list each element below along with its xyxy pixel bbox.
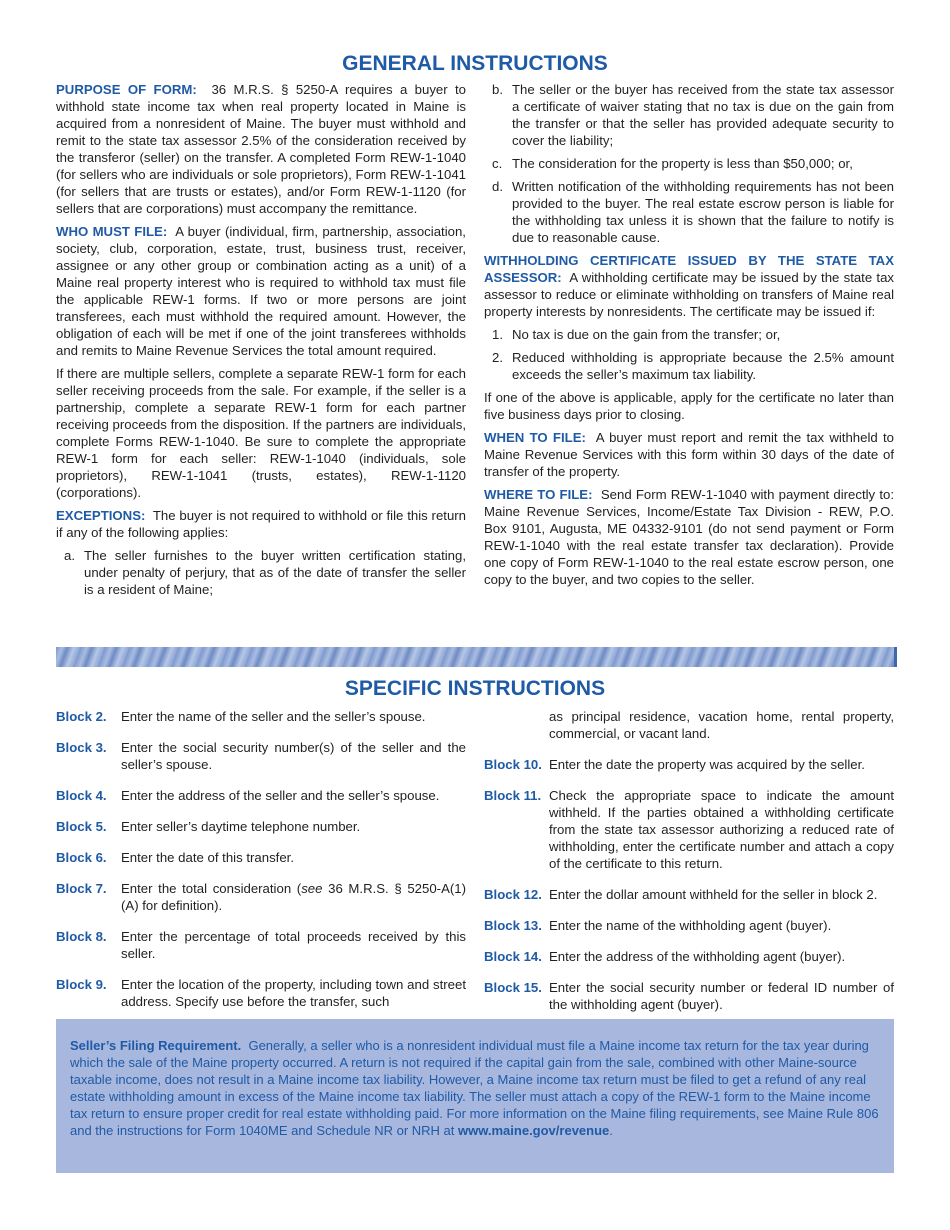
block-instruction bbox=[484, 917, 894, 934]
list-marker: a. bbox=[64, 548, 75, 563]
where-to-file-paragraph bbox=[484, 486, 894, 588]
list-item bbox=[56, 547, 466, 598]
note-text: Generally, a seller who is a nonresident individual must file a Maine income tax return for the tax year during which the sale of the Maine property occurred. A return is not required if the capital gain from the sale, combined with other Maine-source taxable income, does not result in a Maine income tax liability. However, a Maine income tax return must be filed to get a refund of any real estate withholding amount in excess of the Maine income tax liability. The seller must attach a copy of the REW-1 form to the Maine income tax return to ensure proper credit for real estate withholding paid. For more information on the Maine filing requirements, see Maine Rule 806 and the instructions for Form 1040ME and Schedule NR or NRH at bbox=[70, 1038, 879, 1138]
block-label: Block 9. bbox=[56, 977, 107, 992]
exceptions-label: EXCEPTIONS: bbox=[56, 508, 146, 523]
note-label: Seller’s Filing Requirement. bbox=[70, 1038, 242, 1053]
section-divider bbox=[56, 647, 897, 667]
block-text: Enter the name of the withholding agent (buyer). bbox=[549, 918, 832, 933]
block-text: Enter the date of this transfer. bbox=[121, 850, 295, 865]
block-instruction bbox=[484, 886, 894, 903]
purpose-text: 36 M.R.S. § 5250-A requires a buyer to withhold state income tax when real property located in Maine is acquired from a nonresident of Maine. The buyer must withhold and remit to the state tax assessor 2.5% of the consideration received by the transferor (seller) on the transfer. A completed Form REW-1-1040 (for sellers who are individuals or sole proprietors), Form REW-1-1041 (for sellers that are trusts or estates), and/or Form REW-1-1120 (for sellers that are corporations) must accompany the remittance. bbox=[56, 82, 467, 216]
general-left-column bbox=[56, 81, 466, 604]
block-label: Block 4. bbox=[56, 788, 107, 803]
block-instruction bbox=[56, 849, 466, 866]
block-instruction bbox=[484, 787, 894, 872]
block-label: Block 12. bbox=[484, 887, 542, 902]
general-right-column bbox=[484, 81, 894, 594]
list-item-text: The consideration for the property is less than $50,000; or, bbox=[512, 156, 853, 171]
multiple-sellers-paragraph: If there are multiple sellers, complete a separate REW-1 form for each seller receiving proceeds from the sale. For example, if the seller is a partnership, complete a separate REW-1 form for each partner receiving proceeds from the disposition. If the partners are individuals, complete Forms REW-1-1040. Be sure to complete the appropriate REW-1 form for each seller: REW-1-1040 (individuals, sole proprietors), REW-1-1041 (trusts, estates), REW-1-1120 (corporations). bbox=[56, 366, 466, 500]
block-label: Block 7. bbox=[56, 881, 107, 896]
when-to-file-paragraph bbox=[484, 429, 894, 480]
exceptions-text: The buyer is not required to withhold or file this return if any of the following applies: bbox=[56, 508, 466, 540]
block-instruction bbox=[484, 756, 894, 773]
block-instruction bbox=[56, 976, 466, 1010]
where-to-file-label: WHERE TO FILE: bbox=[484, 487, 593, 502]
block-9-continued bbox=[484, 708, 894, 742]
block-label: Block 10. bbox=[484, 757, 542, 772]
block-instruction bbox=[56, 787, 466, 804]
block-text: Enter the address of the withholding agent (buyer). bbox=[549, 949, 846, 964]
block-text: Enter seller’s daytime telephone number. bbox=[121, 819, 361, 834]
list-item-text: The seller or the buyer has received from the state tax assessor a certificate of waiver stating that no tax is due on the gain from the transfer or that the seller has provided adequate security to cover the liability; bbox=[512, 82, 894, 148]
block-text: Enter the date the property was acquired by the seller. bbox=[549, 757, 865, 772]
block-instruction bbox=[484, 979, 894, 1013]
block-label: Block 15. bbox=[484, 980, 542, 995]
certificate-text: A withholding certificate may be issued by the state tax assessor to reduce or eliminate withholding on transfers of Maine real property interests by nonresidents. The certificate may be issued if: bbox=[484, 270, 894, 319]
list-item bbox=[484, 155, 894, 172]
list-marker: 1. bbox=[492, 327, 503, 342]
exceptions-list bbox=[56, 547, 466, 598]
block-text: Enter the percentage of total proceeds received by this seller. bbox=[121, 929, 466, 961]
block-label: Block 8. bbox=[56, 929, 107, 944]
list-item-text: Reduced withholding is appropriate because the 2.5% amount exceeds the seller’s maximum tax liability. bbox=[512, 350, 894, 382]
block-instruction bbox=[484, 948, 894, 965]
list-marker: b. bbox=[492, 82, 503, 97]
block-instruction bbox=[56, 818, 466, 835]
when-to-file-label: WHEN TO FILE: bbox=[484, 430, 586, 445]
block-text: Enter the social security number(s) of the seller and the seller’s spouse. bbox=[121, 740, 466, 772]
block-text: Enter the name of the seller and the seller’s spouse. bbox=[121, 709, 426, 724]
block-instruction-7 bbox=[56, 880, 466, 914]
apply-paragraph: If one of the above is applicable, apply for the certificate no later than five business days prior to closing. bbox=[484, 390, 894, 422]
revenue-website-link[interactable]: www.maine.gov/revenue bbox=[458, 1123, 610, 1138]
block-label: Block 13. bbox=[484, 918, 542, 933]
list-item bbox=[484, 326, 894, 343]
block-text: Enter the address of the seller and the seller’s spouse. bbox=[121, 788, 440, 803]
note-end: . bbox=[609, 1123, 613, 1138]
block-text-part: Enter the total consideration ( bbox=[121, 881, 302, 896]
exceptions-paragraph bbox=[56, 507, 466, 541]
when-to-file-text: A buyer must report and remit the tax withheld to Maine Revenue Services with this form within 30 days of the date of transfer of the property. bbox=[484, 430, 894, 479]
block-text bbox=[121, 881, 466, 913]
block-label: Block 5. bbox=[56, 819, 107, 834]
who-must-file-text: A buyer (individual, firm, partnership, association, society, club, corporation, estate, trust, business trust, receiver, assignee or any other group or combination acting as a unit) of a Maine real property interest who is required to withhold tax must file the applicable REW-1 forms. If two or more persons are joint transferees, each must withhold the required amount. However, the obligation of each will be met if one of the joint transferees withholds and remits to Maine Revenue Services the total amount required. bbox=[56, 224, 466, 358]
list-item-text: The seller furnishes to the buyer written certification stating, under penalty of perjury, that as of the date of transfer the seller is a resident of Maine; bbox=[84, 548, 466, 597]
block-text: Check the appropriate space to indicate the amount withheld. If the parties obtained a withholding certificate from the state tax assessor authorizing a reduced rate of withholding, enter the certificate number and attach a copy of the certificate to this return. bbox=[549, 788, 894, 871]
certificate-list bbox=[484, 326, 894, 383]
block-instruction bbox=[56, 928, 466, 962]
where-to-file-text: Send Form REW-1-1040 with payment directly to: Maine Revenue Services, Income/Estate Tax Division - REW, P.O. Box 9101, Augusta, ME 04332-9101 (do not send payment or Form REW-1-1040 with the real estate transfer tax declaration). Provide one copy of Form REW-1-1040 to the real estate escrow person, one copy to the buyer, and two copies to the seller. bbox=[484, 487, 895, 587]
list-item-text: No tax is due on the gain from the transfer; or, bbox=[512, 327, 781, 342]
certificate-label: WITHHOLDING CERTIFICATE ISSUED BY THE STATE TAX ASSESSOR: bbox=[484, 253, 894, 285]
list-marker: d. bbox=[492, 179, 503, 194]
list-item bbox=[484, 81, 894, 149]
block-text-see: see bbox=[301, 881, 323, 896]
certificate-paragraph bbox=[484, 252, 894, 320]
who-must-file-label: WHO MUST FILE: bbox=[56, 224, 168, 239]
block-label: Block 6. bbox=[56, 850, 107, 865]
purpose-paragraph bbox=[56, 81, 466, 217]
purpose-label: PURPOSE OF FORM: bbox=[56, 82, 197, 97]
block-label: Block 11. bbox=[484, 788, 542, 803]
general-instructions-title: GENERAL INSTRUCTIONS bbox=[342, 52, 608, 75]
block-label: Block 2. bbox=[56, 709, 107, 724]
sellers-filing-requirement-box bbox=[56, 1019, 894, 1173]
list-marker: c. bbox=[492, 156, 503, 171]
block-label: Block 3. bbox=[56, 740, 107, 755]
list-item bbox=[484, 349, 894, 383]
who-must-file-paragraph bbox=[56, 223, 466, 359]
block-label: Block 14. bbox=[484, 949, 542, 964]
specific-left-column bbox=[56, 708, 466, 1024]
block-text: as principal residence, vacation home, rental property, commercial, or vacant land. bbox=[549, 709, 894, 741]
block-text: Enter the dollar amount withheld for the seller in block 2. bbox=[549, 887, 878, 902]
block-instruction bbox=[56, 708, 466, 725]
block-text: Enter the location of the property, including town and street address. Specify use before the transfer, such bbox=[121, 977, 466, 1009]
block-text-part: 36 M.R.S. § 5250-A(1)(A) for definition). bbox=[121, 881, 466, 913]
block-instruction bbox=[56, 739, 466, 773]
exceptions-list-continued bbox=[484, 81, 894, 246]
specific-instructions-title: SPECIFIC INSTRUCTIONS bbox=[344, 677, 606, 700]
list-item-text: Written notification of the withholding requirements has not been provided to the buyer. The real estate escrow person is liable for the withholding tax unless it is shown that the failure to notify is due to reasonable cause. bbox=[512, 179, 894, 245]
specific-right-column bbox=[484, 708, 894, 1027]
list-marker: 2. bbox=[492, 350, 503, 365]
block-text: Enter the social security number or federal ID number of the withholding agent (buyer). bbox=[549, 980, 894, 1012]
list-item bbox=[484, 178, 894, 246]
